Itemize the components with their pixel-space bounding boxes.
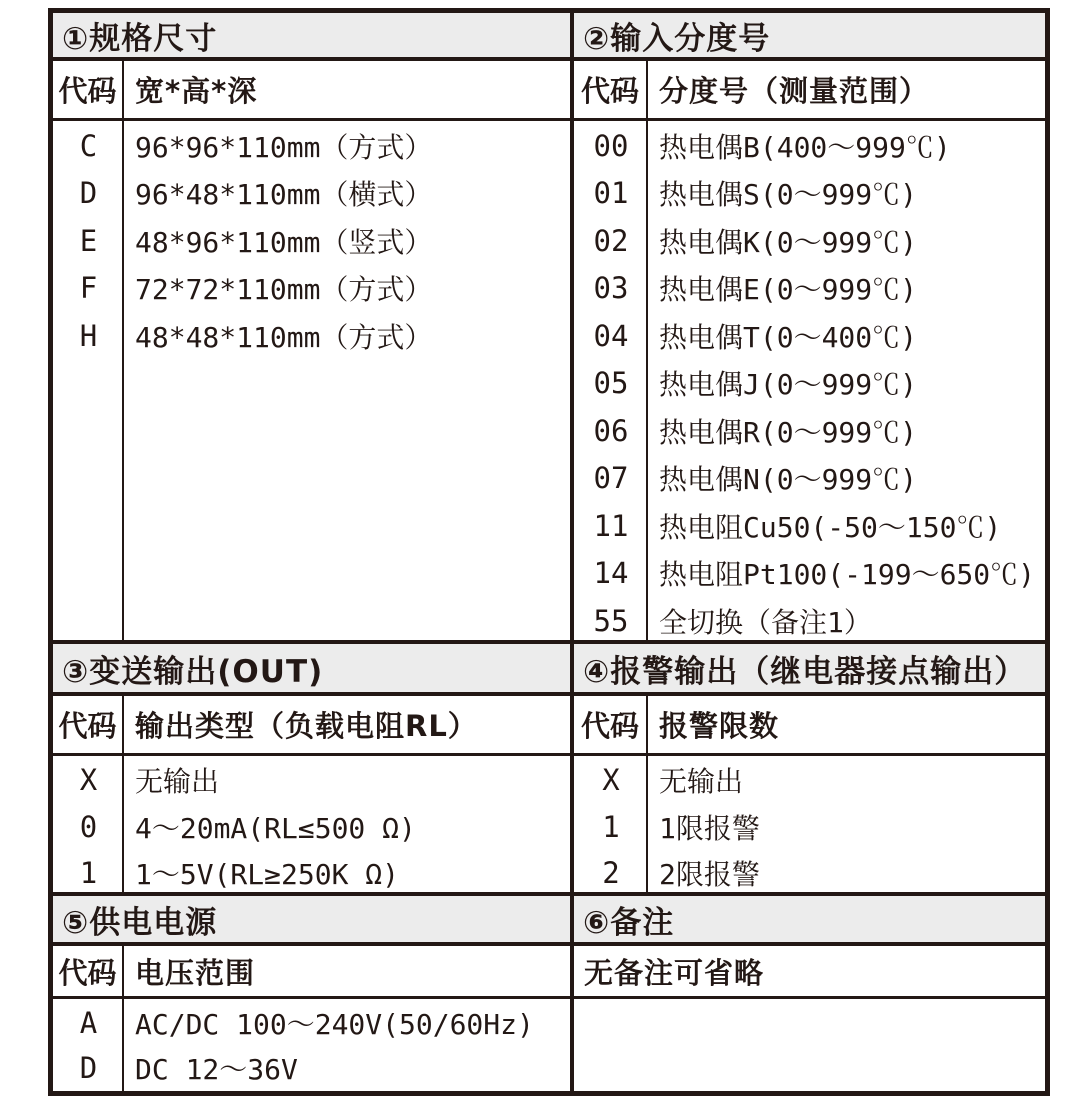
section-4-code-header: 代码 [574, 696, 648, 753]
value-cell: 1～5V(RL≥250K Ω) [135, 858, 400, 892]
table-row [574, 312, 1045, 360]
section-2-value-header: 分度号（测量范围） [659, 74, 930, 108]
section-3-title [53, 644, 574, 696]
section-4-title-text: ④报警输出（继电器接点输出） [583, 653, 1027, 690]
code-cell: 02 [593, 223, 629, 258]
value-cell: 热电阻Cu50(-50～150℃) [659, 510, 1002, 544]
section-5-rows [53, 999, 570, 1090]
section-1-code-header: 代码 [53, 61, 124, 118]
section-5-code-header: 代码 [53, 946, 124, 996]
table-row [53, 122, 570, 170]
code-cell: 1 [602, 809, 620, 844]
section-2-rows [574, 121, 1045, 644]
value-cell: 热电偶E(0～999℃) [659, 273, 918, 307]
section-2-title [574, 13, 1045, 61]
table-row [574, 217, 1045, 265]
code-cell: X [602, 763, 620, 798]
section-1-data [53, 121, 574, 644]
section-3-code-header: 代码 [53, 696, 124, 753]
section-6-note: 无备注可省略 [574, 946, 1045, 999]
table-row [574, 804, 1045, 851]
section-5-data [53, 999, 574, 1091]
section-3-title-text: ③变送输出(OUT) [62, 653, 324, 690]
table-row [574, 502, 1045, 550]
value-cell: 无输出 [135, 765, 220, 799]
section-4-data [574, 756, 1045, 896]
value-cell: 96*96*110mm（方式） [135, 130, 433, 164]
table-row [574, 122, 1045, 170]
table-row [53, 804, 570, 851]
code-cell: 11 [593, 508, 629, 543]
value-cell: 热电偶N(0～999℃) [659, 463, 918, 497]
table-row [574, 407, 1045, 455]
section-3-rows [53, 756, 570, 896]
spec-table [48, 8, 1050, 1096]
value-cell: 热电偶K(0～999℃) [659, 225, 918, 259]
section-2-code-header: 代码 [574, 61, 648, 118]
section-6-title [574, 896, 1045, 946]
value-cell: AC/DC 100～240V(50/60Hz) [135, 1007, 534, 1041]
code-cell: 00 [593, 128, 629, 163]
table-row [574, 850, 1045, 896]
section-3-column-headers [53, 696, 574, 756]
value-cell: 4～20mA(RL≤500 Ω) [135, 811, 416, 845]
table-row [53, 1000, 570, 1045]
code-cell: 01 [593, 176, 629, 211]
table-row [53, 265, 570, 313]
code-cell: 05 [593, 366, 629, 401]
table-row [53, 312, 570, 360]
section-1-title-text: ①规格尺寸 [62, 20, 218, 57]
value-cell: 热电阻Pt100(-199～650℃) [659, 558, 1036, 592]
value-cell: 热电偶J(0～999℃) [659, 368, 918, 402]
code-cell: D [79, 1050, 98, 1085]
table-row [574, 455, 1045, 503]
section-1-column-headers [53, 61, 574, 121]
value-cell: 1限报警 [659, 811, 760, 845]
section-3-value-header: 输出类型（负载电阻RL） [135, 709, 478, 743]
code-cell: 14 [593, 556, 629, 591]
section-2-title-text: ②输入分度号 [583, 20, 771, 57]
code-cell: 04 [593, 318, 629, 353]
code-cell: H [79, 318, 98, 353]
code-cell: C [79, 128, 98, 163]
value-cell: 2限报警 [659, 858, 760, 892]
code-cell: 0 [79, 809, 98, 844]
code-cell: 2 [602, 856, 620, 891]
code-cell: A [79, 1005, 98, 1040]
section-5-title [53, 896, 574, 946]
code-cell: D [79, 176, 98, 211]
section-1-title [53, 13, 574, 61]
section-2-column-headers [574, 61, 1045, 121]
table-row [574, 265, 1045, 313]
table-row [53, 170, 570, 218]
section-1-value-header: 宽*高*深 [135, 74, 258, 108]
value-cell: 热电偶T(0～400℃) [659, 320, 918, 354]
value-cell: 热电偶S(0～999℃) [659, 178, 918, 212]
code-cell: 1 [79, 856, 98, 891]
table-row [574, 757, 1045, 804]
section-4-title [574, 644, 1045, 696]
value-cell: 48*48*110mm（方式） [135, 320, 433, 354]
section-4-column-headers [574, 696, 1045, 756]
table-row [53, 217, 570, 265]
code-cell: 03 [593, 271, 629, 306]
section-6-title-text: ⑥备注 [583, 904, 675, 941]
value-cell: 72*72*110mm（方式） [135, 273, 433, 307]
section-1-rows [53, 121, 570, 360]
value-cell: 96*48*110mm（横式） [135, 178, 433, 212]
table-row [574, 550, 1045, 598]
code-cell: 07 [593, 461, 629, 496]
table-row [53, 757, 570, 804]
value-cell: 全切换（备注1） [659, 605, 872, 639]
value-cell: 热电偶B(400～999℃) [659, 130, 951, 164]
value-cell: 热电偶R(0～999℃) [659, 415, 918, 449]
code-cell: F [79, 271, 98, 306]
value-cell: 48*96*110mm（竖式） [135, 225, 433, 259]
table-row [53, 850, 570, 896]
section-2-data [574, 121, 1045, 644]
table-row [53, 1045, 570, 1090]
section-6-empty-cell [574, 999, 1045, 1091]
section-5-column-headers [53, 946, 574, 999]
table-row [574, 360, 1045, 408]
code-cell: X [79, 763, 98, 798]
section-4-rows [574, 756, 1045, 896]
value-cell: 无输出 [659, 765, 744, 799]
section-5-title-text: ⑤供电电源 [62, 904, 218, 941]
section-5-value-header: 电压范围 [135, 955, 256, 990]
code-cell: E [79, 223, 98, 258]
section-3-data [53, 756, 574, 896]
code-cell: 55 [593, 603, 629, 638]
table-row [574, 170, 1045, 218]
section-4-value-header: 报警限数 [659, 709, 780, 743]
value-cell: DC 12～36V [135, 1052, 298, 1086]
table-row [574, 597, 1045, 644]
code-cell: 06 [593, 413, 629, 448]
